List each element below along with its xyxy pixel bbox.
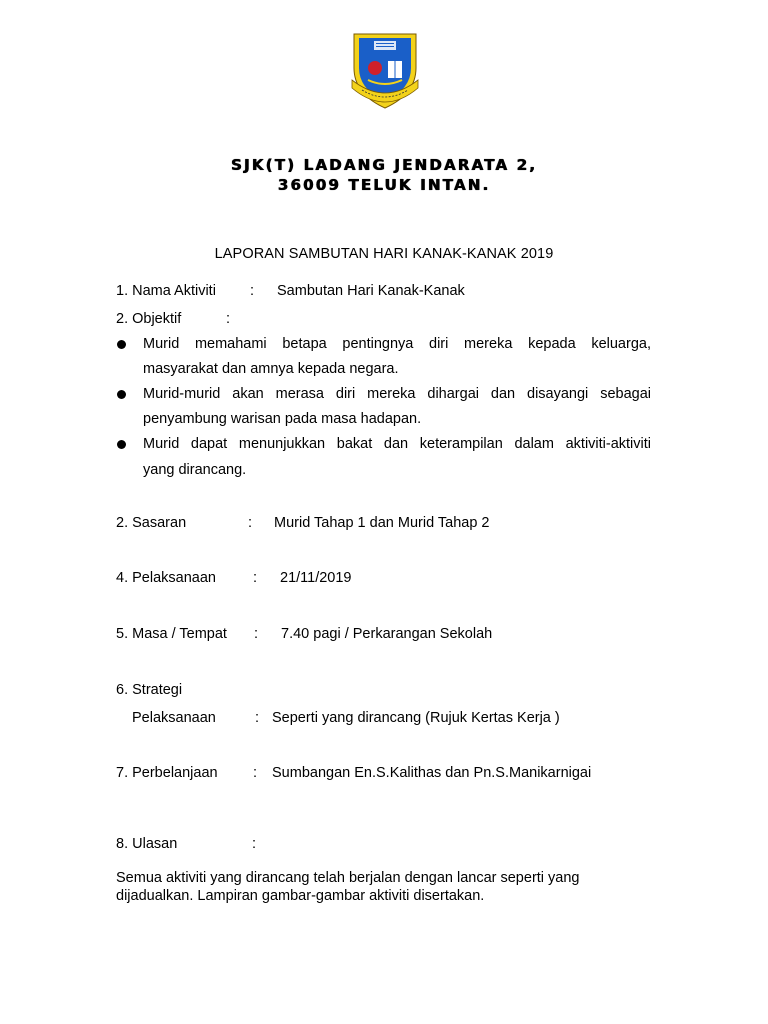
item6-label: 6. Strategi — [116, 682, 183, 698]
bullet-icon — [117, 390, 126, 399]
remarks-line1: Semua aktiviti yang dirancang telah berjalan dengan lancar seperti yang — [116, 870, 580, 886]
remarks-line2: dijadualkan. Lampiran gambar-gambar aktiviti disertakan. — [116, 888, 485, 904]
item7-label: 7. Perbelanjaan — [116, 765, 218, 781]
item5-colon: : — [254, 626, 259, 642]
item1-label: 1. Nama Aktiviti — [116, 283, 216, 299]
item7-colon: : — [253, 765, 258, 781]
item1-value: Sambutan Hari Kanak-Kanak — [277, 283, 465, 299]
bullet-icon — [117, 340, 126, 349]
objective-1-line1: Murid memahami betapa pentingnya diri mereka kepada keluarga, — [143, 336, 651, 352]
item7-value: Sumbangan En.S.Kalithas dan Pn.S.Manikarnigai — [272, 765, 592, 781]
item6-value: Seperti yang dirancang (Rujuk Kertas Kerja ) — [272, 710, 560, 726]
item8-colon: : — [252, 836, 257, 852]
item3-value: Murid Tahap 1 dan Murid Tahap 2 — [274, 515, 490, 531]
item6-colon: : — [255, 710, 260, 726]
objective-3-line2: yang dirancang. — [143, 462, 247, 478]
item3-colon: : — [248, 515, 253, 531]
bullet-icon — [117, 440, 126, 449]
school-address-line2: 36009 TELUK INTAN. — [277, 176, 491, 194]
objective-3-line1: Murid dapat menunjukkan bakat dan keterampilan dalam aktiviti-aktiviti — [143, 436, 651, 452]
item2-label: 2. Objektif — [116, 311, 182, 327]
objective-1-line2: masyarakat dan amnya kepada negara. — [143, 361, 399, 377]
item5-value: 7.40 pagi / Perkarangan Sekolah — [281, 626, 493, 642]
item4-label: 4. Pelaksanaan — [116, 570, 216, 586]
item6-sublabel: Pelaksanaan — [132, 710, 216, 726]
item4-value: 21/11/2019 — [280, 570, 352, 586]
school-name-line1: SJK(T) LADANG JENDARATA 2, — [230, 156, 538, 174]
item8-label: 8. Ulasan — [116, 836, 178, 852]
school-crest-logo — [348, 28, 422, 112]
objective-2-line2: penyambung warisan pada masa hadapan. — [143, 411, 422, 427]
item5-label: 5. Masa / Tempat — [116, 626, 227, 642]
report-title: LAPORAN SAMBUTAN HARI KANAK-KANAK 2019 — [214, 246, 554, 262]
objective-2-line1: Murid-murid akan merasa diri mereka dihargai dan disayangi sebagai — [143, 386, 651, 402]
item1-colon: : — [250, 283, 255, 299]
item2-colon: : — [226, 311, 231, 327]
item4-colon: : — [253, 570, 258, 586]
item3-label: 2. Sasaran — [116, 515, 187, 531]
